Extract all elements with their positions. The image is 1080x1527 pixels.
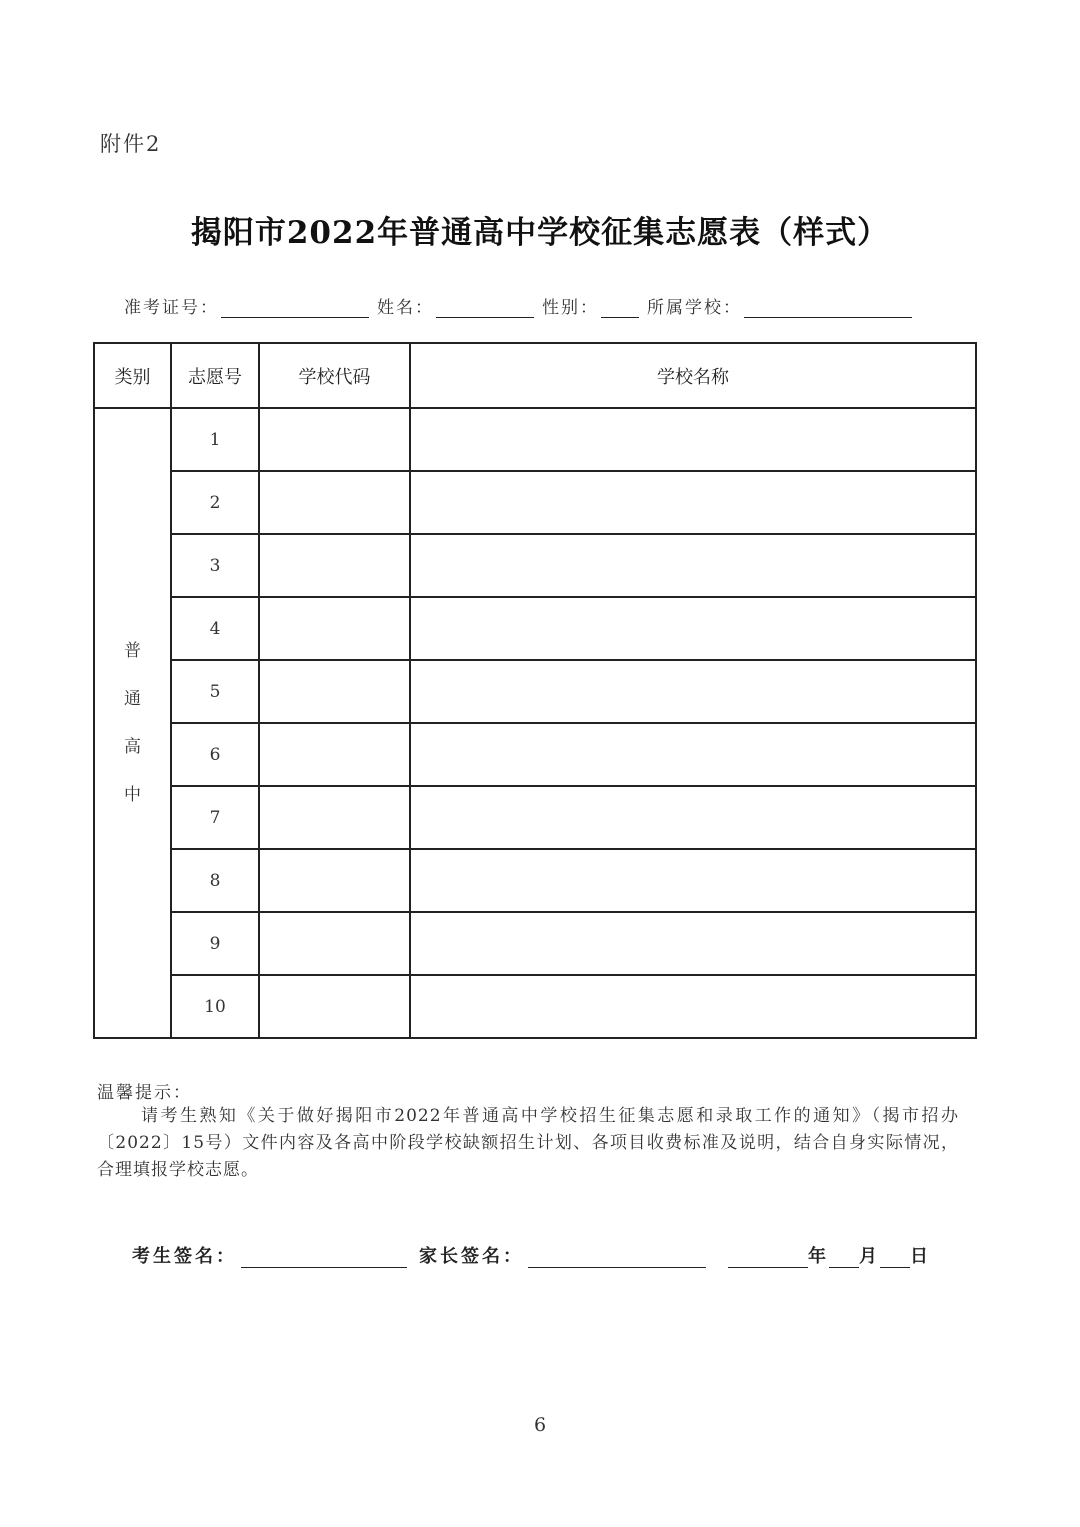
table-row bbox=[94, 660, 976, 723]
school-code-cell[interactable] bbox=[259, 408, 410, 471]
school-field[interactable] bbox=[744, 299, 912, 318]
name-field[interactable] bbox=[436, 299, 534, 318]
table-row bbox=[94, 786, 976, 849]
exam-no-field[interactable] bbox=[221, 299, 369, 318]
table-body bbox=[94, 408, 976, 1038]
table-row bbox=[94, 534, 976, 597]
student-signature-label: 考生签名： bbox=[132, 1246, 237, 1267]
school-name-cell[interactable] bbox=[410, 408, 976, 471]
choice-number-cell: 3 bbox=[171, 534, 259, 597]
gender-label: 性别： bbox=[542, 298, 599, 318]
choice-number-cell: 5 bbox=[171, 660, 259, 723]
header-category: 类别 bbox=[94, 343, 171, 408]
category-char: 中 bbox=[124, 785, 141, 805]
category-char: 普 bbox=[124, 641, 141, 661]
choice-number-cell: 9 bbox=[171, 912, 259, 975]
table-row bbox=[94, 471, 976, 534]
header-school-name: 学校名称 bbox=[410, 343, 976, 408]
month-field[interactable] bbox=[829, 1247, 859, 1268]
school-label: 所属学校： bbox=[647, 298, 742, 318]
parent-signature-field[interactable] bbox=[528, 1247, 706, 1268]
school-name-cell[interactable] bbox=[410, 471, 976, 534]
school-name-cell[interactable] bbox=[410, 723, 976, 786]
exam-no-label: 准考证号： bbox=[124, 298, 219, 318]
choice-number-cell: 1 bbox=[171, 408, 259, 471]
page-number: 6 bbox=[533, 1414, 547, 1436]
school-code-cell[interactable] bbox=[259, 471, 410, 534]
school-code-cell[interactable] bbox=[259, 534, 410, 597]
table-row bbox=[94, 408, 976, 471]
category-char: 高 bbox=[124, 737, 141, 757]
table-row bbox=[94, 723, 976, 786]
school-name-cell[interactable] bbox=[410, 912, 976, 975]
table-row bbox=[94, 849, 976, 912]
school-code-cell[interactable] bbox=[259, 723, 410, 786]
school-name-cell[interactable] bbox=[410, 975, 976, 1038]
school-code-cell[interactable] bbox=[259, 975, 410, 1038]
table-row bbox=[94, 975, 976, 1038]
school-code-cell[interactable] bbox=[259, 660, 410, 723]
tips-body: 请考生熟知《关于做好揭阳市2022年普通高中学校招生征集志愿和录取工作的通知》（揭市招办〔2022〕15号）文件内容及各高中阶段学校缺额招生计划、各项目收费标准及说明，结合自身实际情况，合理填报学校志愿。 bbox=[97, 1106, 959, 1180]
school-name-cell[interactable] bbox=[410, 660, 976, 723]
year-field[interactable] bbox=[728, 1247, 808, 1268]
choice-number-cell: 4 bbox=[171, 597, 259, 660]
choice-number-cell: 8 bbox=[171, 849, 259, 912]
school-code-cell[interactable] bbox=[259, 912, 410, 975]
choice-number-cell: 6 bbox=[171, 723, 259, 786]
choice-number-cell: 7 bbox=[171, 786, 259, 849]
school-name-cell[interactable] bbox=[410, 597, 976, 660]
month-label: 月 bbox=[859, 1246, 880, 1267]
school-code-cell[interactable] bbox=[259, 597, 410, 660]
table-row bbox=[94, 912, 976, 975]
gender-field[interactable] bbox=[601, 299, 639, 318]
table-row bbox=[94, 597, 976, 660]
header-choice-no: 志愿号 bbox=[171, 343, 259, 408]
choice-table bbox=[93, 342, 977, 1039]
header-school-code: 学校代码 bbox=[259, 343, 410, 408]
name-label: 姓名： bbox=[377, 298, 434, 318]
school-name-cell[interactable] bbox=[410, 534, 976, 597]
info-row bbox=[124, 294, 912, 318]
school-code-cell[interactable] bbox=[259, 786, 410, 849]
attachment-label: 附件2 bbox=[100, 132, 162, 156]
choice-number-cell: 10 bbox=[171, 975, 259, 1038]
school-code-cell[interactable] bbox=[259, 849, 410, 912]
signature-row bbox=[132, 1240, 931, 1268]
school-name-cell[interactable] bbox=[410, 786, 976, 849]
category-cell bbox=[94, 408, 171, 1038]
category-char: 通 bbox=[124, 689, 141, 709]
day-field[interactable] bbox=[880, 1247, 910, 1268]
school-name-cell[interactable] bbox=[410, 849, 976, 912]
day-label: 日 bbox=[910, 1246, 931, 1267]
parent-signature-label: 家长签名： bbox=[419, 1246, 524, 1267]
choice-number-cell: 2 bbox=[171, 471, 259, 534]
student-signature-field[interactable] bbox=[241, 1247, 407, 1268]
year-label: 年 bbox=[808, 1246, 829, 1267]
tips-title: 温馨提示： bbox=[97, 1083, 192, 1103]
table-header-row bbox=[94, 343, 976, 408]
page-title: 揭阳市2022年普通高中学校征集志愿表（样式） bbox=[190, 215, 890, 251]
